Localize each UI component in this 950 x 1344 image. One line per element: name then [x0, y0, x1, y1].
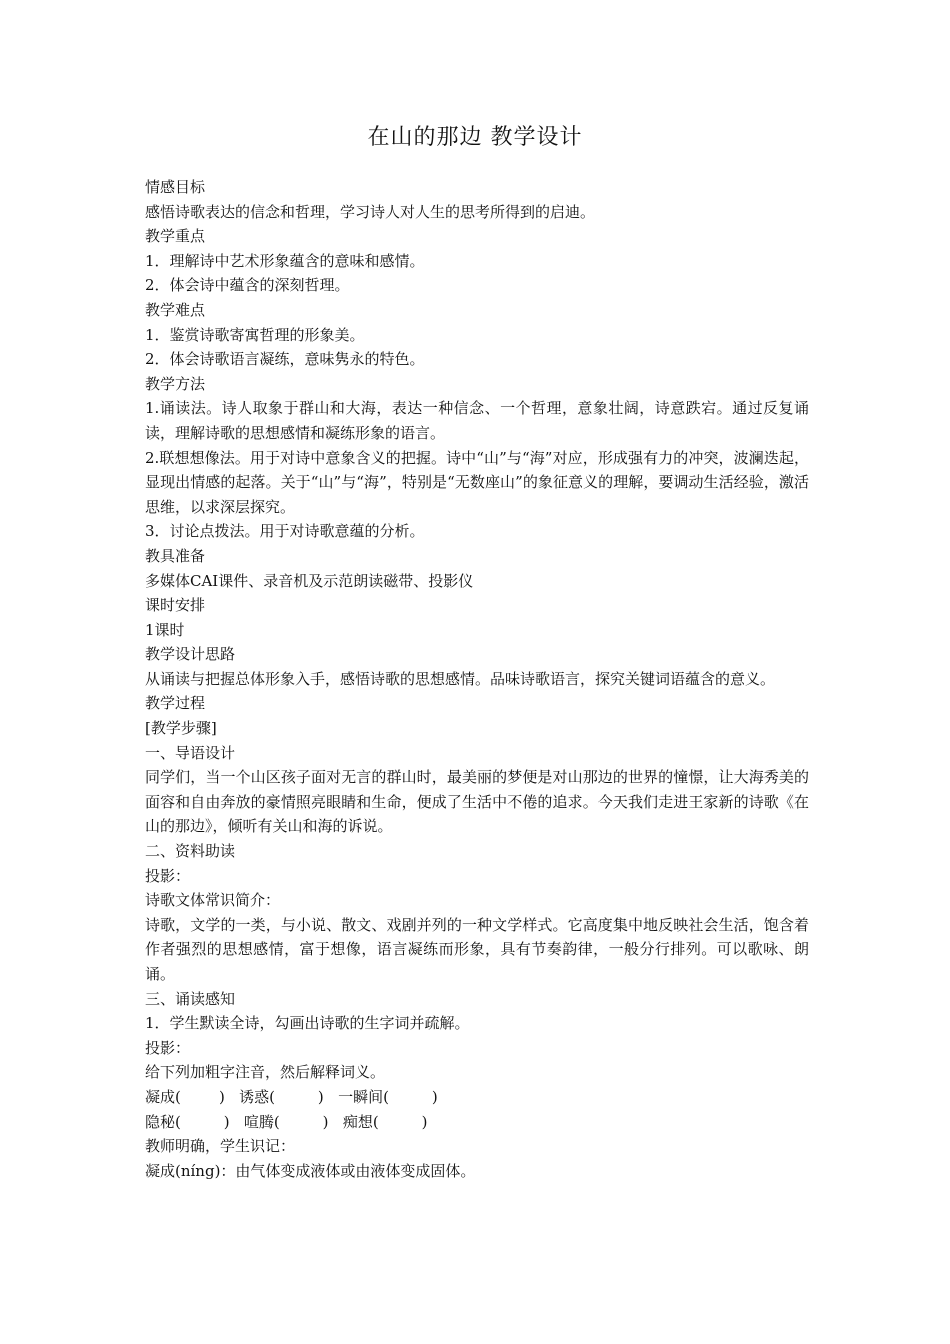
paragraph: 从诵读与把握总体形象入手，感悟诗歌的思想感情。品味诗歌语言，探究关键词语蕴含的意义。	[145, 669, 776, 688]
section-heading: 一、导语设计	[145, 743, 236, 762]
section-heading: 教学设计思路	[145, 645, 236, 664]
paragraph: 多媒体CAI课件、录音机及示范朗读磁带、投影仪	[145, 571, 474, 590]
paragraph: 投影：	[145, 866, 191, 885]
paragraph: 教师明确，学生识记：	[145, 1137, 296, 1156]
section-heading: 二、资料助读	[145, 842, 236, 861]
section-heading: 教学过程	[145, 694, 206, 713]
paragraph: 投影：	[145, 1038, 191, 1057]
section-heading: 教学重点	[145, 227, 206, 246]
section-heading: 情感目标	[145, 178, 206, 196]
paragraph: 凝成(níng)：由气体变成液体或由液体变成固体。	[145, 1161, 476, 1180]
section-heading: 教学方法	[145, 374, 206, 393]
paragraph: [教学步骤]	[145, 719, 217, 738]
paragraph: 诗歌，文学的一类，与小说、散文、戏剧并列的一种文学样式。它高度集中地反映社会生活，饱含着作者强烈的思想感情，富于想像，语言凝练而形象，具有节奏韵律，一般分行排列。可以歌咏、朗诵。	[145, 915, 809, 983]
paragraph: 2.联想想像法。用于对诗中意象含义的把握。诗中“山”与“海”对应，形成强有力的冲突，波澜迭起，显现出情感的起落。关于“山”与“海”，特别是“无数座山”的象征意义的理解，要调动生活经验，激活思维，以求深层探究。	[145, 448, 809, 516]
section-heading: 教学难点	[145, 300, 206, 319]
section-heading: 三、诵读感知	[145, 989, 236, 1008]
page-title: 在山的那边 教学设计	[367, 125, 583, 150]
exercise-row: 凝成( ) 诱惑( ) 一瞬间( )	[145, 1087, 438, 1106]
paragraph: 诗歌文体常识简介：	[145, 891, 281, 910]
paragraph: 1．理解诗中艺术形象蕴含的意味和感情。	[145, 251, 425, 270]
paragraph: 给下列加粗字注音，然后解释词义。	[145, 1063, 386, 1082]
section-heading: 教具准备	[145, 546, 206, 565]
document-body	[145, 175, 809, 1183]
paragraph: 1．学生默读全诗，勾画出诗歌的生字词并疏解。	[145, 1014, 470, 1033]
paragraph: 同学们，当一个山区孩子面对无言的群山时，最美丽的梦便是对山那边的世界的憧憬，让大海秀美的面容和自由奔放的豪情照亮眼睛和生命，便成了生活中不倦的追求。今天我们走进王家新的诗歌《在山的那边》，倾听有关山和海的诉说。	[145, 768, 809, 836]
paragraph: 感悟诗歌表达的信念和哲理，学习诗人对人生的思考所得到的启迪。	[145, 202, 596, 221]
paragraph: 1．鉴赏诗歌寄寓哲理的形象美。	[145, 325, 365, 344]
paragraph: 1.诵读法。诗人取象于群山和大海，表达一种信念、一个哲理，意象壮阔，诗意跌宕。通过反复诵读，理解诗歌的思想感情和凝练形象的语言。	[145, 399, 809, 442]
paragraph: 2．体会诗歌语言凝练，意味隽永的特色。	[145, 350, 425, 369]
paragraph: 3．讨论点拨法。用于对诗歌意蕴的分析。	[145, 522, 425, 541]
paragraph: 1课时	[145, 620, 185, 639]
paragraph: 2．体会诗中蕴含的深刻哲理。	[145, 276, 350, 295]
exercise-row: 隐秘( ) 喧腾( ) 痴想( )	[145, 1112, 428, 1131]
section-heading: 课时安排	[145, 596, 206, 615]
